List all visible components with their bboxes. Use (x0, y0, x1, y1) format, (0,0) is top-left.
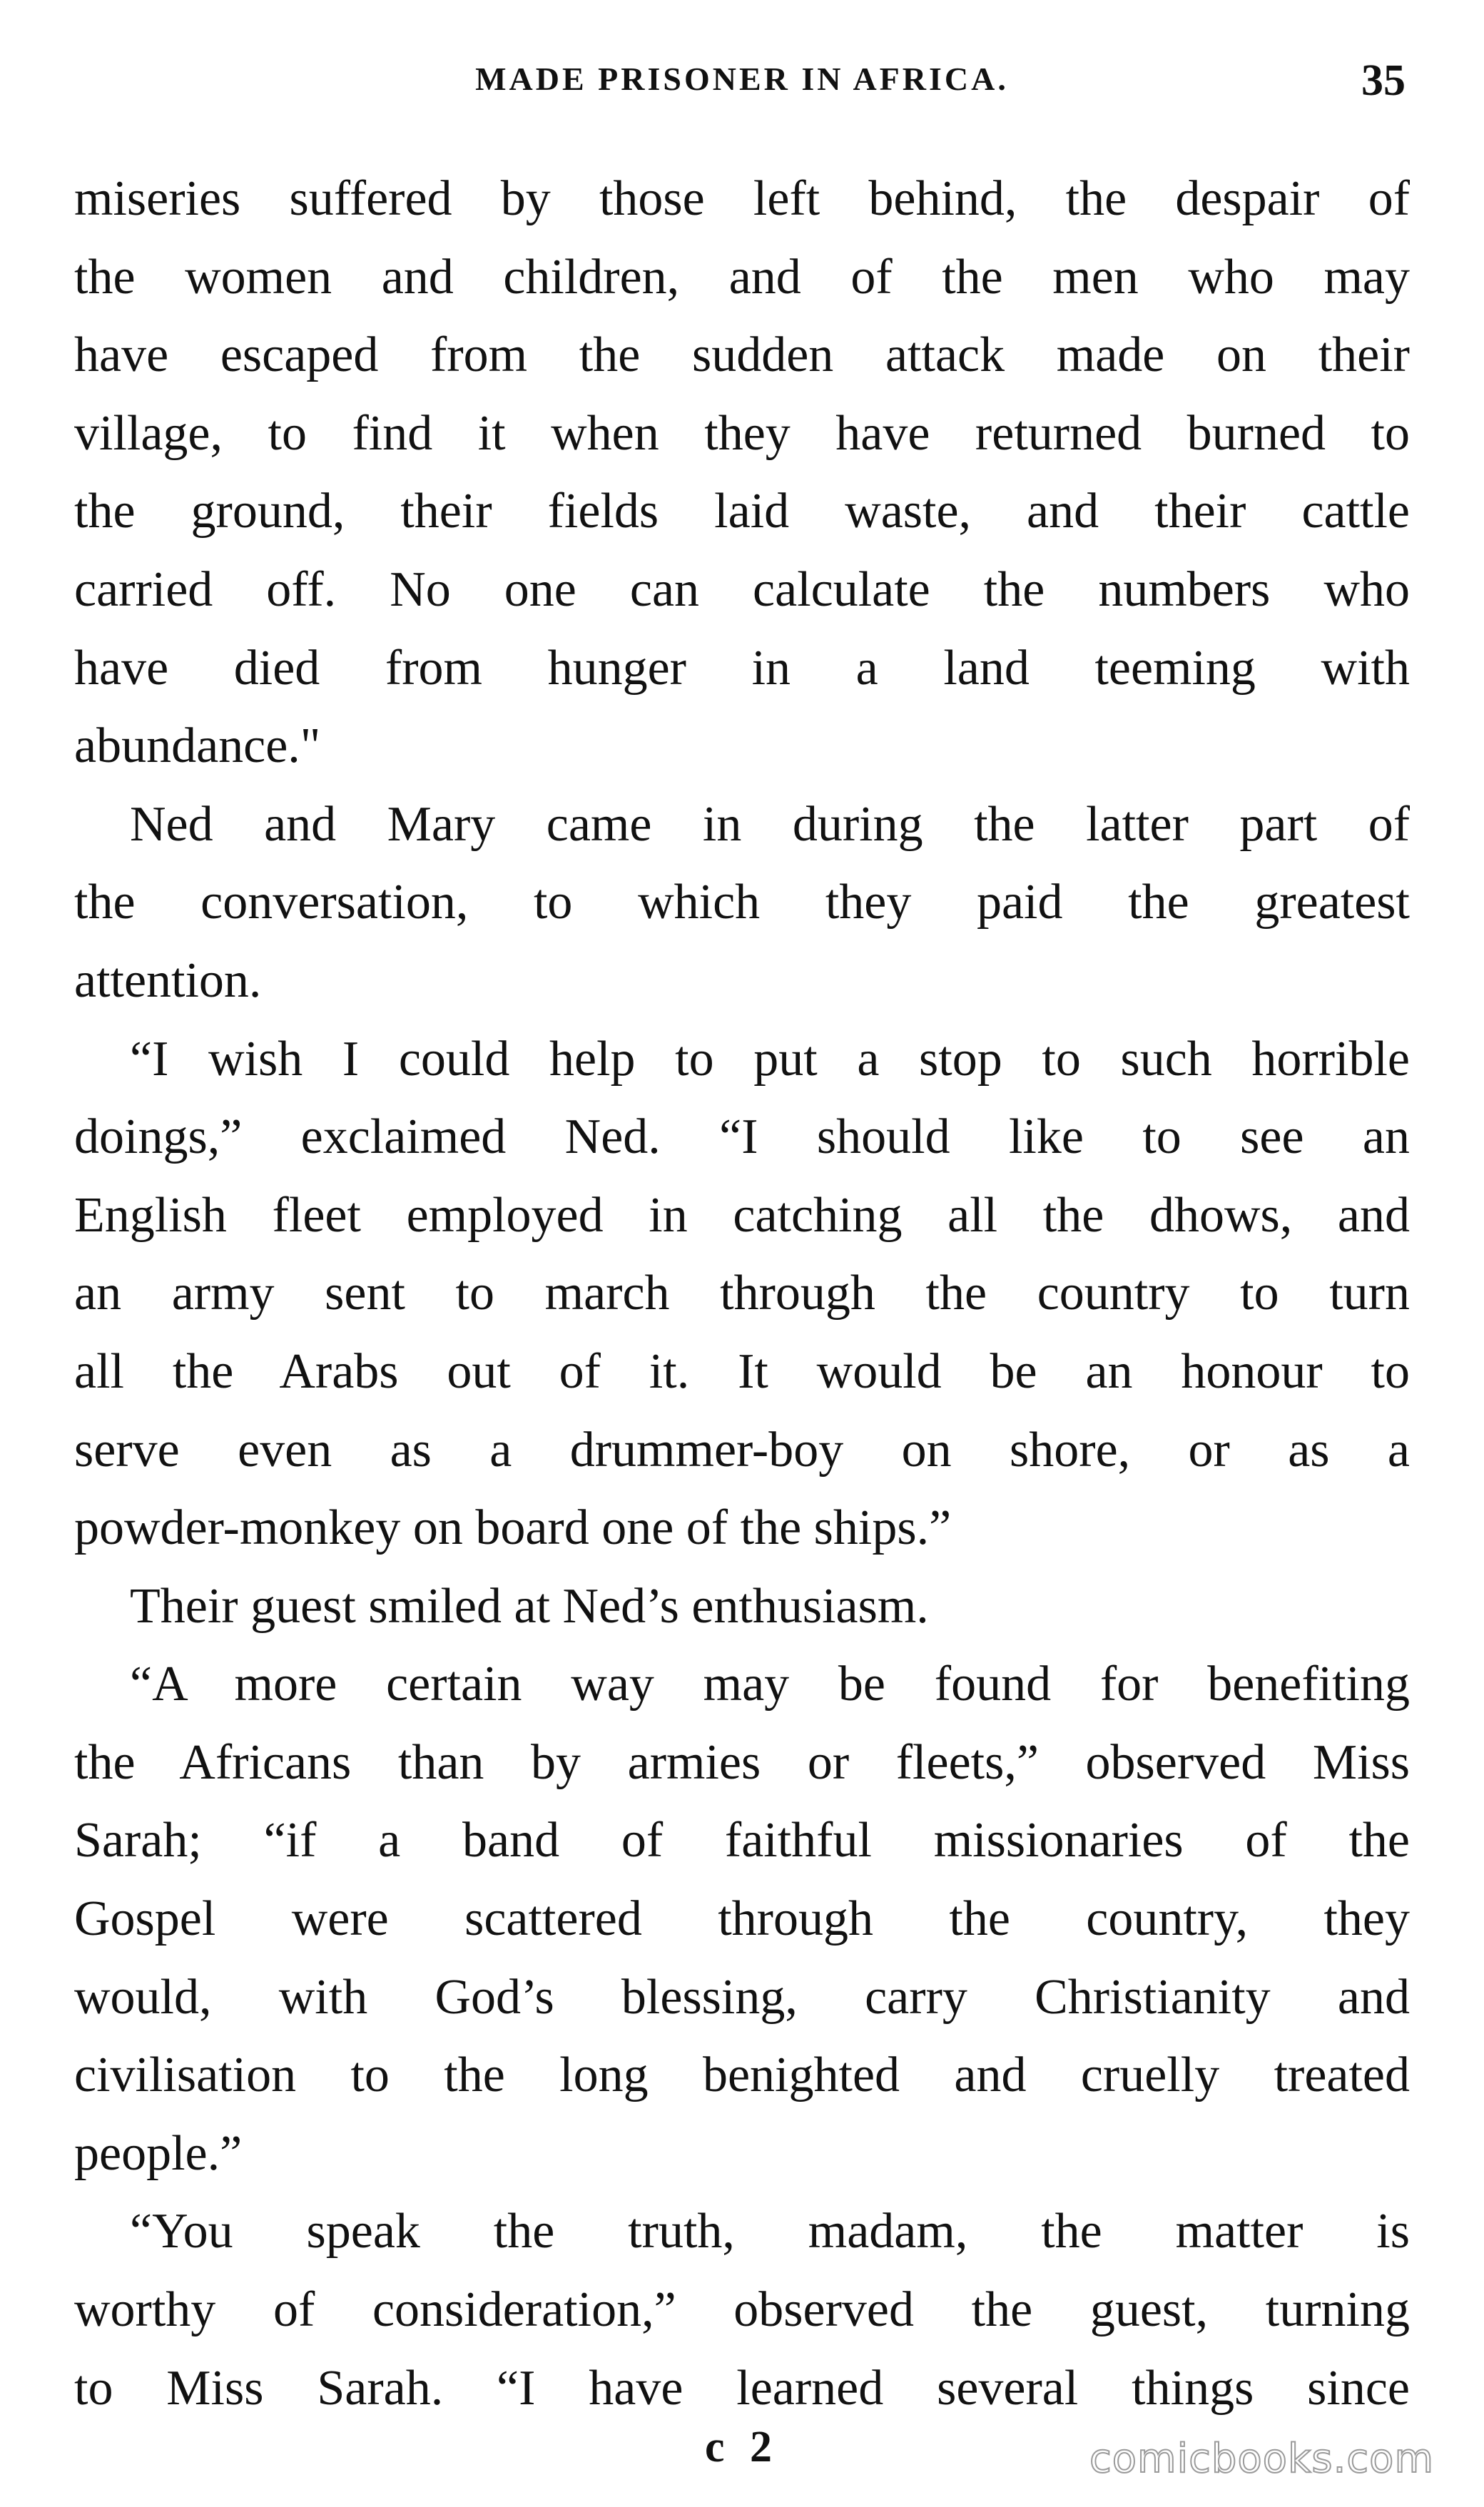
text-line: “I wish I could help to put a stop to such horrible (130, 1031, 1410, 1087)
text-line: “A more certain way may be found for benefiting (130, 1657, 1410, 1712)
paragraph (74, 1645, 1410, 2192)
text-line: attention. (74, 952, 262, 1008)
text-line: Ned and Mary came in during the latter part of (130, 796, 1410, 852)
text-line: serve even as a drummer-boy on shore, or as a (74, 1422, 1410, 1478)
running-title: MADE PRISONER IN AFRICA. (475, 61, 1009, 97)
text-line: all the Arabs out of it. It would be an honour to (74, 1343, 1410, 1399)
page-number: 35 (1361, 56, 1406, 105)
text-line: abundance." (74, 718, 321, 774)
text-line: English fleet employed in catching all the dhows, and (74, 1187, 1410, 1243)
text-line: the ground, their fields laid waste, and their cattle (74, 484, 1410, 539)
running-head (0, 56, 1484, 113)
text-line: have died from hunger in a land teeming with (74, 640, 1410, 696)
text-line: civilisation to the long benighted and cruelly treated (74, 2048, 1410, 2103)
paragraph (74, 785, 1410, 1020)
text-line: to Miss Sarah. “I have learned several things since (74, 2360, 1410, 2416)
text-line: have escaped from the sudden attack made on their (74, 327, 1410, 383)
watermark: comicbooks.com (1089, 2436, 1434, 2482)
paragraph (74, 1567, 1410, 1646)
text-line: carried off. No one can calculate the numbers who (74, 561, 1410, 617)
paragraph (74, 160, 1410, 785)
body-text (74, 160, 1410, 2427)
text-line: miseries suffered by those left behind, the despair of (74, 171, 1410, 226)
text-line: would, with God’s blessing, carry Christianity and (74, 1969, 1410, 2025)
text-line: worthy of consideration,” observed the guest, turning (74, 2282, 1410, 2338)
text-line: the conversation, to which they paid the greatest (74, 875, 1410, 930)
text-line: an army sent to march through the country to turn (74, 1266, 1410, 1321)
signature-mark: c 2 (704, 2423, 780, 2471)
text-line: Gospel were scattered through the country, they (74, 1891, 1410, 1947)
text-line: doings,” exclaimed Ned. “I should like to see an (74, 1109, 1410, 1165)
text-line: village, to find it when they have returned burned to (74, 405, 1410, 461)
text-line: people.” (74, 2125, 243, 2181)
text-line: Sarah; “if a band of faithful missionaries of the (74, 1813, 1410, 1868)
text-line: “You speak the truth, madam, the matter is (130, 2204, 1410, 2259)
paragraph (74, 1020, 1410, 1567)
text-line: the women and children, and of the men who may (74, 249, 1410, 305)
text-line: Their guest smiled at Ned’s enthusiasm. (130, 1578, 929, 1634)
text-line: powder-monkey on board one of the ships.” (74, 1500, 952, 1556)
paragraph (74, 2192, 1410, 2427)
text-line: the Africans than by armies or fleets,” observed Miss (74, 1734, 1410, 1790)
